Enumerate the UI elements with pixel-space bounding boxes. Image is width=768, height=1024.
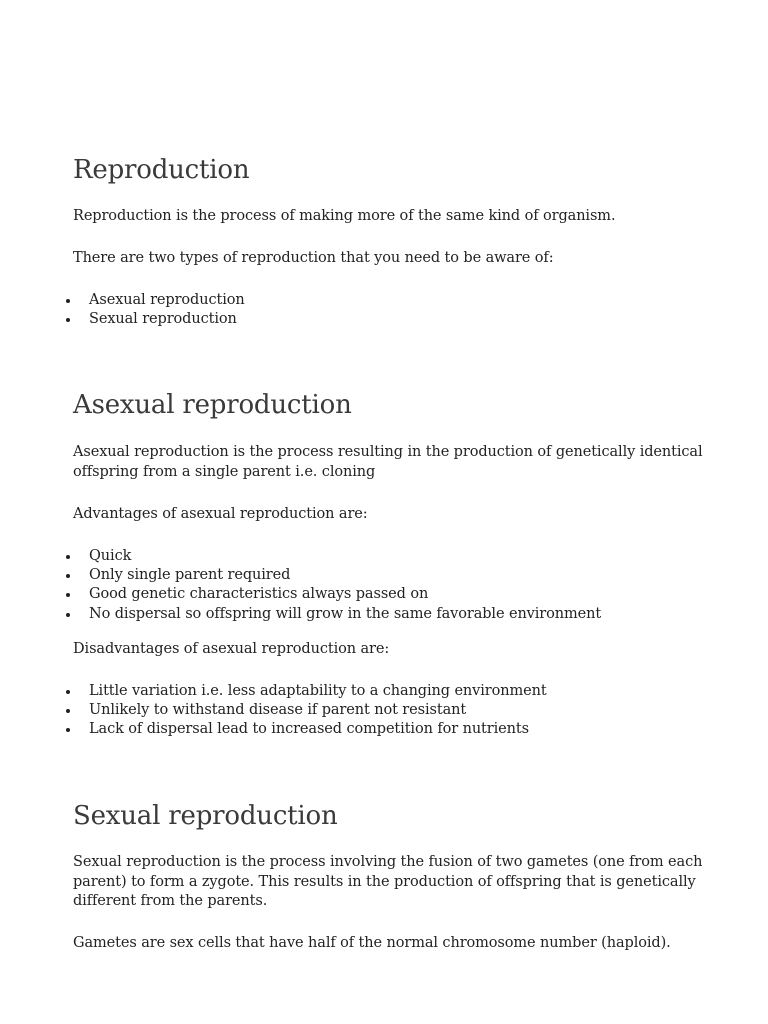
bullet-icon [66, 593, 70, 597]
bullet-icon [66, 299, 70, 303]
section-asexual-definition-wrap [73, 443, 713, 482]
types-list [73, 291, 713, 329]
paragraph-disadvantages-lead: Disadvantages of asexual reproduction are: [73, 641, 390, 657]
list-item-text: Sexual reproduction [89, 311, 237, 328]
paragraph-sexual-definition: Sexual reproduction is the process involving the fusion of two gametes (one from each parent) to form a zygote. This results in the production of offspring that is genetically different from the parents. [73, 854, 703, 909]
section-asexual-disadv-list-wrap [73, 682, 713, 740]
section-reproduction [73, 154, 713, 186]
bullet-icon [66, 728, 70, 732]
list-item-text: No dispersal so offspring will grow in the same favorable environment [89, 605, 602, 622]
bullet-icon [66, 613, 70, 617]
section-asexual-disadv-lead-wrap [73, 640, 713, 660]
disadvantages-list [73, 682, 713, 740]
list-item-text: Little variation i.e. less adaptability to a changing environment [89, 683, 547, 699]
list-item [73, 566, 713, 585]
section-reproduction-intro-wrap [73, 207, 713, 227]
list-item [73, 585, 713, 604]
list-item [73, 547, 713, 566]
paragraph-gametes: Gametes are sex cells that have half of the normal chromosome number (haploid). [73, 935, 671, 951]
section-sexual-gametes-wrap [73, 934, 713, 954]
paragraph-reproduction-intro: Reproduction is the process of making more of the same kind of organism. [73, 208, 616, 224]
list-item [73, 720, 713, 739]
section-reproduction-list-wrap [73, 291, 713, 329]
list-item-text: Asexual reproduction [89, 292, 245, 308]
bullet-icon [66, 574, 70, 578]
list-item [73, 291, 713, 310]
list-item-text: Good genetic characteristics always passed on [89, 586, 429, 603]
list-item-text: Lack of dispersal lead to increased competition for nutrients [89, 721, 529, 738]
section-reproduction-lead-wrap [73, 249, 713, 269]
section-asexual-adv-list-wrap [73, 547, 713, 624]
bullet-icon [66, 690, 70, 694]
heading-asexual-reproduction: Asexual reproduction [73, 390, 352, 420]
advantages-list [73, 547, 713, 624]
list-item-text: Only single parent required [89, 567, 291, 584]
list-item [73, 682, 713, 701]
list-item [73, 701, 713, 720]
paragraph-advantages-lead: Advantages of asexual reproduction are: [73, 506, 368, 522]
paragraph-asexual-definition: Asexual reproduction is the process resulting in the production of genetically identical offspring from a single parent i.e. cloning [73, 444, 703, 480]
section-sexual-definition-wrap [73, 853, 713, 912]
section-asexual-adv-lead-wrap [73, 505, 713, 525]
paragraph-types-lead: There are two types of reproduction that you need to be aware of: [73, 250, 554, 266]
bullet-icon [66, 318, 70, 322]
section-asexual [73, 389, 713, 421]
bullet-icon [66, 555, 70, 559]
list-item [73, 310, 713, 329]
heading-sexual-reproduction: Sexual reproduction [73, 801, 338, 831]
list-item-text: Quick [89, 548, 132, 564]
bullet-icon [66, 709, 70, 713]
list-item-text: Unlikely to withstand disease if parent not resistant [89, 702, 467, 719]
heading-reproduction: Reproduction [73, 155, 250, 185]
section-sexual [73, 800, 713, 832]
list-item [73, 605, 713, 624]
